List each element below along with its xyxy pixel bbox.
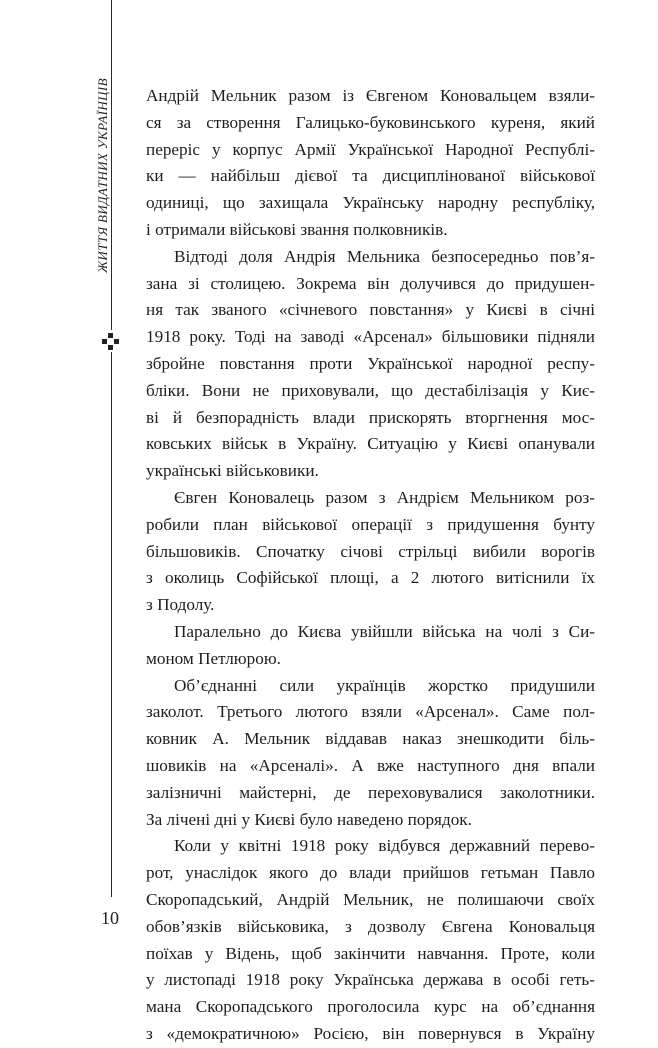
text-line: ся за створення Галицько-буковинського куреня, який [146,112,595,132]
text-line: рот, унаслідок якого до влади прийшов гетьман Павло [146,863,595,883]
margin-rule-bottom [111,352,112,897]
text-line: Скоропадський, Андрій Мельник, не полишаючи своїх [146,889,595,909]
text-line: За лічені дні у Києві було наведено порядок. [146,809,472,829]
text-line: одиниці, що захищала Українську народну республіку, [146,193,595,213]
running-head: ЖИТТЯ ВИДАТНИХ УКРАЇНЦІВ [95,78,110,273]
text-line: ковських військ в Україну. Ситуацію у Києві опанували [146,434,595,454]
text-line: Євген Коновалець разом з Андрієм Мельником роз- [174,487,595,507]
text-line: заколот. Третього лютого взяли «Арсенал». Саме пол- [146,702,595,722]
text-line: переріс у корпус Армії Української Народної Республі- [146,139,595,159]
text-line: обов’язків військовика, з дозволу Євгена Коновальця [146,916,595,936]
text-line: у листопаді 1918 року Українська держава в особі геть- [146,970,595,990]
text-line: ві й безпорадність влади прискорять вторгнення мос- [146,407,595,427]
text-line: робили план військової операції з придушення бунту [146,514,595,534]
text-line: мана Скоропадського проголосила курс на об’єднання [146,997,595,1017]
text-line: з «демократичною» Росією, він повернувся в Україну [146,1023,595,1043]
text-line: з околиць Софійської площі, а 2 лютого витіснили їх [146,568,595,588]
text-line: поїхав у Відень, щоб закінчити навчання. Проте, коли [146,943,595,963]
text-line: Об’єднанні сили українців жорстко придушили [174,675,595,695]
text-line: моном Петлюрою. [146,648,281,668]
text-line: збройне повстання проти Української народної респу- [146,353,595,373]
text-line: і отримали військові звання полковників. [146,219,448,239]
text-line: ковник А. Мельник віддавав наказ знешкодити біль- [146,729,595,749]
ornament-icon [102,333,120,351]
text-line: зана зі столицею. Зокрема він долучився до придушен- [146,273,595,293]
text-line: 1918 року. Тоді на заводі «Арсенал» більшовики підняли [146,327,595,347]
text-line: з Подолу. [146,595,215,615]
margin-rule-top [111,0,112,330]
text-line: залізничні майстерні, де переховувалися заколотники. [146,782,595,802]
body-text [146,83,595,1048]
text-line: бліки. Вони не приховували, що дестабілізація у Киє- [146,380,595,400]
text-line: Відтоді доля Андрія Мельника безпосередньо пов’я- [174,246,595,266]
text-line: ня так званого «січневого повстання» у Києві в січні [146,300,595,320]
text-line: шовиків на «Арсеналі». А вже наступного дня впали [146,755,595,775]
text-line: українські військовики. [146,461,319,481]
text-line: Паралельно до Києва увійшли війська на чолі з Си- [174,621,595,641]
text-line: ки — найбільш дієвої та дисциплінованої військової [146,166,595,186]
text-line: Коли у квітні 1918 року відбувся державний перево- [174,836,595,856]
text-line: Андрій Мельник разом із Євгеном Коновальцем взяли- [146,86,595,105]
page-number: 10 [101,908,119,928]
text-line: більшовиків. Спочатку січові стрільці вибили ворогів [146,541,595,561]
